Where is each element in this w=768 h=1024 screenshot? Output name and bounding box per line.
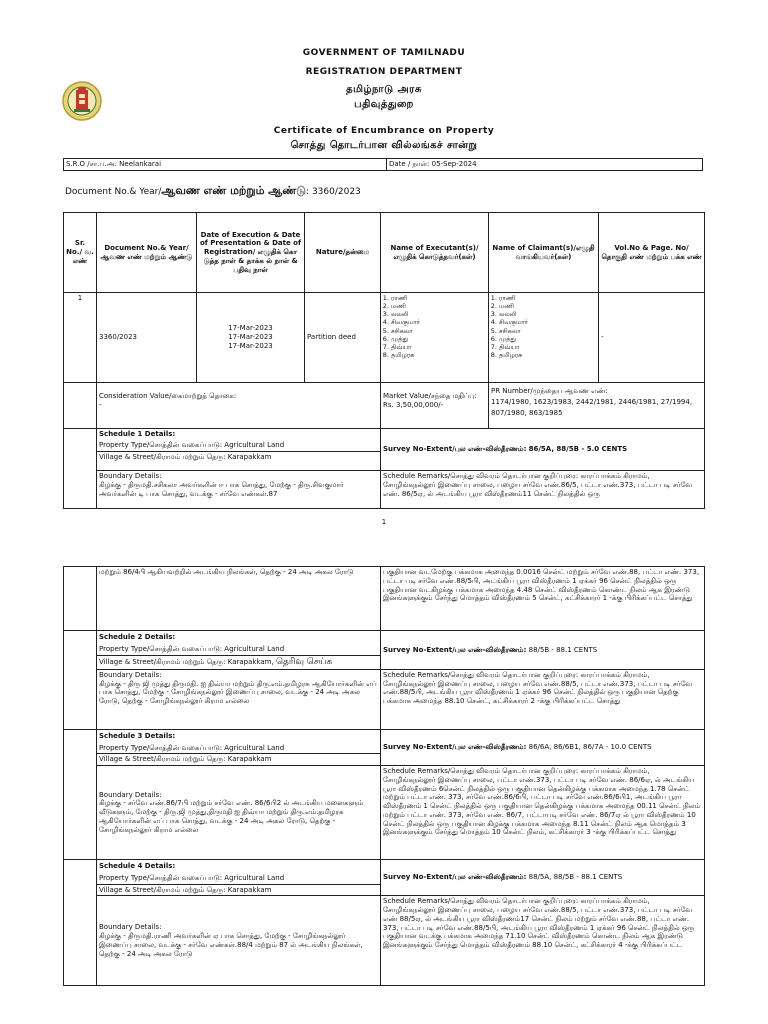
- schedule1-remarks-text: காரப்பாக்கம் கிராமம், சோழிங்கநல்லூர் இணைப்பு சாலை, பழைய சர்வே எண்.86/5, பட்டா எண்.373, பட்டா படி சர்வே எண். 86/5ஏ, ல் அடங்கிய பூரா விஸ்தீரணம்11 சென்ட் நிலத்தில் ஒரு: [383, 472, 693, 498]
- pr-number-label: PR Number/முந்தைய ஆவண எண்:: [491, 387, 608, 395]
- list-item: 4. சிவகுமார்: [391, 318, 486, 326]
- schedule4-header-row: [64, 860, 705, 896]
- header-executant: Name of Executant(s)/ எழுதிக் கொடுத்தவர்(கள்): [381, 213, 489, 293]
- entry-sr: 1: [64, 293, 97, 383]
- schedule1-property-type: Property Type/சொத்தின் வகைப்பாடு: Agricultural Land: [99, 440, 285, 449]
- select-option-text: தெரிவு செய்க: [275, 656, 333, 667]
- entry-dates: [197, 293, 305, 383]
- list-item: 2. மணி: [391, 302, 486, 310]
- schedule3-boundary: [97, 766, 381, 860]
- date-value: 05-Sep-2024: [431, 160, 477, 168]
- date-cell: [387, 159, 703, 171]
- document-number-label-ta: ஆவண எண் மற்றும் ஆண்டு: [161, 184, 307, 197]
- boundary-label: Boundary Details:: [99, 472, 162, 480]
- schedule4-detail-row: [64, 896, 705, 986]
- boundary-label: Boundary Details:: [99, 670, 162, 679]
- header-sr: Sr. No./ வ. எண்: [64, 213, 97, 293]
- date-label: Date / நாள்:: [389, 160, 430, 168]
- header-dates: Date of Execution & Date of Presentation & Date of Registration/ எழுதிக் கொ டுத்த நாள் & தாக்க ல் நாள் & பதிவு நாள்: [197, 213, 305, 293]
- list-item: 8. தமிழரசு: [391, 351, 486, 359]
- schedule2-remarks: Schedule Remarks/சொத்து விவரம் தொடர்பான குறிப்புரை: காரப்பாக்கம் கிராமம், சோழிங்கநல்லூர் இணைப்பு சாலை, பழைய சர்வே எண்.88/5, பட்டா எண்.373, பட்டா படி சர்வே எண்.88/5பி, அடங்கிய பூரா விஸ்தீரணம் 1 ஏக்கர் 96 சென்ட் நிலத்தில் ஒரு பகுதியான தெற்கு பக்கமாக அமைந்த 88.10 சென்ட், கட்சிக்காரர் 2 -க்கு பிரிக்கப்பட்ட சொத்து: [381, 669, 705, 729]
- sro-cell: [64, 159, 387, 171]
- market-value-label: Market Value/சந்தை மதிப்பு:: [383, 392, 477, 400]
- schedule4-boundary: [97, 896, 381, 986]
- value-row: [64, 383, 705, 429]
- schedule3-property-type: Property Type/சொத்தின் வகைப்பாடு: Agricultural Land: [99, 743, 285, 752]
- header-vol-page: Vol.No & Page. No/ தொகுதி எண் மற்றும் பக்க எண்: [599, 213, 705, 293]
- schedule3-title: Schedule 3 Details:: [99, 731, 176, 740]
- list-item: 5. சசிகலா: [499, 327, 596, 335]
- sro-date-table: [63, 158, 703, 171]
- schedule3-survey: Survey No-Extent/புல எண்-விஸ்தீரணம்: 86/6A, 86/6B1, 86/7A - 10.0 CENTS: [381, 729, 705, 765]
- schedule3-remarks-text: காரப்பாக்கம் கிராமம், சோழிங்கநல்லூர் இணைப்பு சாலை, பட்டா எண்.373, பட்டா படி சர்வே எண். 86/6ஏ, ல் அடங்கிய பூரா விஸ்தீரணம் 6சென்ட் நிலத்தில் ஒரு பகுதியான தென்கிழக்கு பக்கமாக அமைந்த 1.78 சென்ட் மற்றும் பட்டா எண். 373, சர்வே எண்.86/6பி, பட்டா படி சர்வே எண்.86/6பி1, அடங்கிய பூரா விஸ்தீரணம் 1 சென்ட் நிலத்தில் ஒரு பகுதியான தென்கிழக்கு பக்கமாக அமைந்த 00.11 சென்ட் நிலம் மற்றும் பட்டா எண். 373, சர்வே எண். 86/7, பட்டாபடி சர்வே எண். 86/7ஏ ல் பூரா விஸ்தீரணம் 10 சென்ட் நிலத்தில் ஒரு பகுதியான கிழக்கு பக்கமாக அமைந்த 8.11 சென்ட் நிலம் ஆக மொத்தம் 3 இனங்களுக்கும் சேர்த்து மொத்தம் 10 சென்ட் நிலம், கட்சிக்காரர் 3 -க்கு பிரிக்கப்பட்ட சொத்து: [383, 767, 701, 837]
- sro-label: S.R.O /சா.ப.அ:: [66, 160, 117, 168]
- document-number-label: Document No.& Year/: [65, 187, 162, 197]
- schedule1-remarks: Schedule Remarks/சொத்து விவரம் தொடர்பான குறிப்புரை: காரப்பாக்கம் கிராமம், சோழிங்கநல்லூர் இணைப்பு சாலை, பழைய சர்வே எண்.86/5, பட்டா எண்.373, பட்டா படி சர்வே எண். 86/5ஏ, ல் அடங்கிய பூரா விஸ்தீரணம்11 சென்ட் நிலத்தில் ஒரு: [381, 471, 705, 509]
- consideration-value: -: [99, 400, 102, 409]
- encumbrance-table-page1: [63, 212, 705, 509]
- header-document: Document No.& Year/ ஆவண எண் மற்றும் ஆண்டு: [97, 213, 197, 293]
- pr-number-cell: [489, 383, 705, 429]
- entry-vol: -: [599, 293, 705, 383]
- schedule1-survey: Survey No-Extent/புல எண்-விஸ்தீரணம்: 86/5A, 88/5B - 5.0 CENTS: [381, 429, 705, 471]
- schedule1-boundary: [97, 471, 381, 509]
- schedule3-header-row: [64, 729, 705, 765]
- list-item: 7. திவ்யா: [391, 343, 486, 351]
- schedule1-boundary-text: கிழக்கு - திருமதி.சசிகலா அவர்களின் ஈ பாக சொத்து, மேற்கு - திரு.சிவகுமார் அவர்களின் டி பாக சொத்து, வடக்கு - சர்வே எண்கள்.87: [99, 480, 344, 498]
- sro-value: Neelankarai: [119, 160, 162, 168]
- schedule3-boundary-text: கிழக்கு - சர்வே எண்.86/7பி மற்றும் சர்வே எண். 86/6பி2 ல் அடங்கிய மனைகளும் வீடுகளும், மேற்கு - திரு.ஜி முத்து,திருமதி ஐ திவ்யா மற்றும் திரு.எம்.தமிழரசு ஆகியோர்களின் எப் பாக சொத்து, வடக்கு - 24 அடி அகல ரோடு, தெற்கு - சோழிங்கநல்லூர் கிராம எல்லை: [99, 799, 364, 834]
- schedule1-village: Village & Street/கிராமம் மற்றும் தெரு: Karapakkam: [97, 451, 380, 463]
- market-value: Rs. 3,50,00,000/-: [383, 400, 444, 409]
- entry-claimants: [489, 293, 599, 383]
- certificate-title-ta: சொத்து தொடர்பான வில்லங்கச் சான்று: [290, 140, 478, 151]
- document-number-value: 3360/2023: [311, 187, 361, 197]
- schedule3-village: Village & Street/கிராமம் மற்றும் தெரு: Karapakkam: [97, 753, 380, 765]
- executant-list: [383, 294, 486, 359]
- tamilnadu-emblem-icon: [62, 80, 102, 122]
- schedule2-survey: Survey No-Extent/புல எண்-விஸ்தீரணம்: 88/5B - 88.1 CENTS: [381, 631, 705, 670]
- schedule3-detail-row: [64, 766, 705, 860]
- schedule4-property-type: Property Type/சொத்தின் வகைப்பாடு: Agricultural Land: [99, 873, 285, 882]
- schedule1-remarks-continued: பகுதியான வடமேற்கு பக்கமாக அமைந்த 0.0016 சென்ட் மற்றும் சர்வே எண்.88, பட்டா எண். 373, பட்டா படி சர்வே எண்.88/5பி, அடங்கிய பூரா விஸ்தீரணம் 1 ஏக்கர் 96 சென்ட் நிலத்தில் ஒரு பகுதியான வடகிழக்கு பக்கமாக அமைந்த 4.48 சென்ட் விஸ்தீரணம் கொண்ட நிலம் ஆக இரண்டு இனங்களுக்கும் சேர்ந்து மொத்தம் விஸ்தீரணம் 5 சென்ட், கட்சிக்காரர் 1 -க்கு பிரிக்கப்பட்ட சொத்து: [381, 567, 705, 631]
- schedule4-village: Village & Street/கிராமம் மற்றும் தெரு: Karapakkam: [97, 884, 380, 896]
- list-item: 1. ராணி: [391, 294, 486, 302]
- gov-title-ta: தமிழ்நாடு அரசு: [346, 84, 422, 95]
- schedule1-detail-row: [64, 471, 705, 509]
- schedule3-remarks: Schedule Remarks/சொத்து விவரம் தொடர்பான குறிப்புரை: காரப்பாக்கம் கிராமம், சோழிங்கநல்லூர் இணைப்பு சாலை, பட்டா எண்.373, பட்டா படி சர்வே எண். 86/6ஏ, ல் அடங்கிய பூரா விஸ்தீரணம் 6சென்ட் நிலத்தில் ஒரு பகுதியான தென்கிழக்கு பக்கமாக அமைந்த 1.78 சென்ட் மற்றும் பட்டா எண். 373, சர்வே எண்.86/6பி, பட்டா படி சர்வே எண்.86/6பி1, அடங்கிய பூரா விஸ்தீரணம் 1 சென்ட் நிலத்தில் ஒரு பகுதியான தென்கிழக்கு பக்கமாக அமைந்த 00.11 சென்ட் நிலம் மற்றும் பட்டா எண். 373, சர்வே எண். 86/7, பட்டாபடி சர்வே எண். 86/7ஏ ல் பூரா விஸ்தீரணம் 10 சென்ட் நிலத்தில் ஒரு பகுதியான கிழக்கு பக்கமாக அமைந்த 8.11 சென்ட் நிலம் ஆக மொத்தம் 3 இனங்களுக்கும் சேர்த்து மொத்தம் 10 சென்ட் நிலம், கட்சிக்காரர் 3 -க்கு பிரிக்கப்பட்ட சொத்து: [381, 766, 705, 860]
- execution-date: 17-Mar-2023: [228, 324, 273, 333]
- schedule2-boundary-text: கிழக்கு - திரு ஜி முத்து திருமதி. ஐ திவ்யா மற்றும் திரு.எம்.தமிழரசு ஆகியோர்களின் எப் பாக சொத்து, மேற்கு - சோழிங்கநல்லூர் இணைப்பு சாலை, வடக்கு - 24 அடி அகல ரோடு, தெற்கு - சோழிங்கநல்லூர் கிராம எல்லை: [99, 679, 377, 705]
- list-item: 4. சிவகுமார்: [499, 318, 596, 326]
- schedule1-header-row: [64, 429, 705, 471]
- registration-date: 17-Mar-2023: [228, 341, 273, 350]
- schedule2-remarks-text: காரப்பாக்கம் கிராமம், சோழிங்கநல்லூர் இணைப்பு சாலை, பழைய சர்வே எண்.88/5, பட்டா எண்.373, பட்டா படி சர்வே எண்.88/5பி, அடங்கிய பூரா விஸ்தீரணம் 1 ஏக்கர் 96 சென்ட் நிலத்தில் ஒரு பகுதியான தெற்கு பக்கமாக அமைந்த 88.10 சென்ட், கட்சிக்காரர் 2 -க்கு பிரிக்கப்பட்ட சொத்து: [383, 670, 693, 705]
- entry-nature: Partition deed: [305, 293, 381, 383]
- header-nature: Nature/தன்மை: [305, 213, 381, 293]
- list-item: 8. தமிழரசு: [499, 351, 596, 359]
- gov-title: GOVERNMENT OF TAMILNADU: [302, 48, 466, 58]
- schedule4-remarks-text: காரப்பாக்கம் கிராமம், சோழிங்கநல்லூர் இணைப்பு சாலை, பழைய சர்வே எண்.88/5, பட்டா எண்.373, பட்டா படி சர்வே எண் 88/5ஏ, ல் அடங்கிய பூரா விஸ்தீரணம்17 சென்ட் நிலம் மற்றும் சர்வே எண்.88, பட்டா எண். 373, பட்டா படி சர்வே எண்.88/5பி, அடங்கிய பூரா விஸ்தீரணம் 1 ஏக்கர் 96 சென்ட் நிலத்தில் ஒரு பகுதியான வடக்கு பக்கமாக அமைந்த 71.10 சென்ட் விஸ்தீரணம் கொண்ட நிலம் ஆக இரண்டு இனங்களுக்கும் சேர்ந்து மொத்தம் விஸ்தீரணம் 88.10 சென்ட், கட்சிக்காரர் 4 -க்கு பிரிக்கப்பட்ட: [383, 897, 695, 949]
- consideration-cell: [97, 383, 381, 429]
- list-item: 6. முத்து: [499, 335, 596, 343]
- page-number: 1: [381, 518, 387, 526]
- boundary-label: Boundary Details:: [99, 790, 162, 799]
- header-claimant: Name of Claimant(s)/எழுதி வாங்கியவர்(கள்): [489, 213, 599, 293]
- schedule1-boundary-continued: மற்றும் 86/4பி ஆகியவற்றில் அடங்கிய நிலங்கள், தெற்கு - 24 அடி அகல ரோடு: [97, 567, 381, 631]
- presentation-date: 17-Mar-2023: [228, 333, 273, 342]
- pr-number-value: 1174/1980, 1623/1983, 2442/1981, 2446/1981, 27/1994, 807/1980, 863/1985: [491, 398, 693, 418]
- dept-title: REGISTRATION DEPARTMENT: [305, 67, 463, 77]
- schedule2-property-type: Property Type/சொத்தின் வகைப்பாடு: Agricultural Land: [99, 644, 285, 653]
- market-value-cell: [381, 383, 489, 429]
- list-item: 7. திவ்யா: [499, 343, 596, 351]
- table-header-row: [64, 213, 705, 293]
- boundary-label: Boundary Details:: [99, 923, 162, 932]
- schedule4-remarks: Schedule Remarks/சொத்து விவரம் தொடர்பான குறிப்புரை: காரப்பாக்கம் கிராமம், சோழிங்கநல்லூர் இணைப்பு சாலை, பழைய சர்வே எண்.88/5, பட்டா எண்.373, பட்டா படி சர்வே எண் 88/5ஏ, ல் அடங்கிய பூரா விஸ்தீரணம்17 சென்ட் நிலம் மற்றும் சர்வே எண்.88, பட்டா எண். 373, பட்டா படி சர்வே எண்.88/5பி, அடங்கிய பூரா விஸ்தீரணம் 1 ஏக்கர் 96 சென்ட் நிலத்தில் ஒரு பகுதியான வடக்கு பக்கமாக அமைந்த 71.10 சென்ட் விஸ்தீரணம் கொண்ட நிலம் ஆக இரண்டு இனங்களுக்கும் சேர்ந்து மொத்தம் விஸ்தீரணம் 88.10 சென்ட், கட்சிக்காரர் 4 -க்கு பிரிக்கப்பட்ட: [381, 896, 705, 986]
- schedule1-title: Schedule 1 Details:: [99, 430, 176, 438]
- schedule4-title: Schedule 4 Details:: [99, 862, 176, 870]
- schedule1-continued-row: [64, 567, 705, 631]
- entry-executants: [381, 293, 489, 383]
- schedule2-village: Village & Street/கிராமம் மற்றும் தெரு: Karapakkam, தெரிவு செய்க: [97, 655, 380, 669]
- list-item: 1. ராணி: [499, 294, 596, 302]
- entry-doc-no: 3360/2023: [97, 293, 197, 383]
- consideration-label: Consideration Value/கைமாற்றுத் தொகை:: [99, 392, 237, 400]
- list-item: 5. சசிகலா: [391, 327, 486, 335]
- list-item: 2. மணி: [499, 302, 596, 310]
- schedule2-boundary: [97, 669, 381, 729]
- dept-title-ta: பதிவுத்துறை: [354, 99, 414, 110]
- claimant-list: [491, 294, 596, 359]
- schedule2-header-row: [64, 631, 705, 670]
- schedule4-survey: Survey No-Extent/புல எண்-விஸ்தீரணம்: 88/5A, 88/5B - 88.1 CENTS: [381, 860, 705, 896]
- schedule2-detail-row: [64, 669, 705, 729]
- certificate-title: Certificate of Encumbrance on Property: [273, 126, 495, 136]
- document-number-line: Document No.& Year/ஆவண எண் மற்றும் ஆண்டு: 3360/2023: [65, 184, 361, 197]
- table-row: [64, 293, 705, 383]
- schedule2-title: Schedule 2 Details:: [99, 633, 176, 641]
- list-item: 3. லலலி: [499, 310, 596, 318]
- schedule4-boundary-text: கிழக்கு - திருமதி.ராணி அவர்களின் ஏ பாக சொத்து, மேற்கு - சோழிங்கநல்லூர் இணைப்பு சாலை, வடக்கு - சர்வே எண்கள்.88/4 மற்றும் 87 ல் அடங்கிய நிலங்கள், தெற்கு - 24 அடி அகல ரோடு: [99, 932, 363, 958]
- encumbrance-table-page2: [63, 566, 705, 986]
- list-item: 6. முத்து: [391, 335, 486, 343]
- list-item: 3. லலலி: [391, 310, 486, 318]
